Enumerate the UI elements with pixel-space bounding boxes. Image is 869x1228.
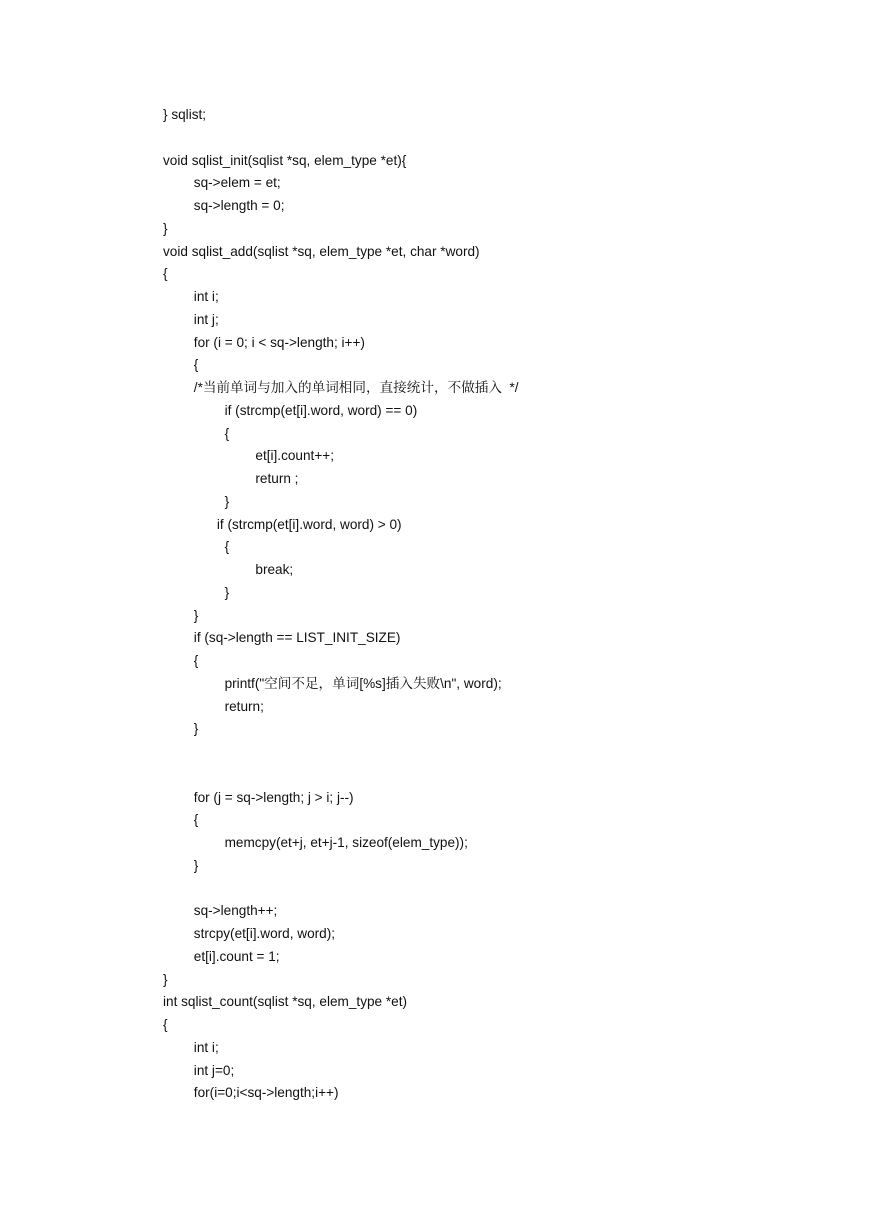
code-line: }: [193, 857, 199, 873]
code-line: return ;: [255, 471, 299, 486]
code-line: strcpy(et[i].word, word);: [193, 926, 336, 941]
code-line: sq->length = 0;: [193, 198, 285, 213]
code-line: {: [224, 425, 230, 441]
code-line: int i;: [193, 289, 219, 304]
code-line: et[i].count++;: [255, 448, 334, 464]
code-line: {: [163, 266, 168, 282]
code-line: [163, 741, 823, 764]
code-line: return;: [224, 698, 264, 714]
code-line: }: [224, 584, 230, 600]
code-line: [163, 127, 823, 150]
code-line: }: [163, 971, 168, 987]
code-line: }: [193, 607, 199, 623]
code-line: }: [224, 493, 230, 509]
code-line: void sqlist_add(sqlist *sq, elem_type *et, char *word): [163, 243, 480, 259]
code-line: if (sq->length == LIST_INIT_SIZE): [193, 630, 401, 646]
code-line: /*当前单词与加入的单词相同，直接统计，不做插入 */: [193, 380, 519, 395]
code-line: [163, 764, 823, 787]
code-line: et[i].count = 1;: [193, 948, 280, 964]
code-line: {: [163, 1017, 168, 1032]
code-line: } sqlist;: [163, 107, 207, 122]
code-line: [163, 878, 823, 901]
code-line: void sqlist_init(sqlist *sq, elem_type *et){: [163, 152, 407, 168]
code-line: memcpy(et+j, et+j-1, sizeof(elem_type));: [224, 835, 468, 850]
code-line: for (i = 0; i < sq->length; i++): [193, 334, 365, 350]
code-line: {: [224, 539, 230, 555]
code-line: printf("空间不足，单词[%s]插入失败\n", word);: [224, 675, 502, 691]
code-line: for(i=0;i<sq->length;i++): [193, 1085, 339, 1101]
code-line: }: [193, 721, 199, 737]
code-line: int j;: [193, 311, 219, 327]
code-line: break;: [255, 562, 294, 577]
code-line: int sqlist_count(sqlist *sq, elem_type *et): [163, 994, 408, 1010]
code-line: int j=0;: [193, 1062, 235, 1078]
code-line: {: [193, 812, 199, 828]
code-line: if (strcmp(et[i].word, word) > 0): [216, 516, 402, 532]
code-line: {: [193, 653, 199, 668]
code-line: if (strcmp(et[i].word, word) == 0): [224, 402, 418, 418]
code-line: sq->length++;: [193, 903, 278, 919]
code-line: sq->elem = et;: [193, 175, 281, 191]
code-line: }: [163, 220, 168, 236]
code-line: int i;: [193, 1039, 219, 1055]
code-line: {: [193, 357, 199, 373]
code-listing: [163, 104, 823, 1105]
code-line: for (j = sq->length; j > i; j--): [193, 789, 354, 805]
